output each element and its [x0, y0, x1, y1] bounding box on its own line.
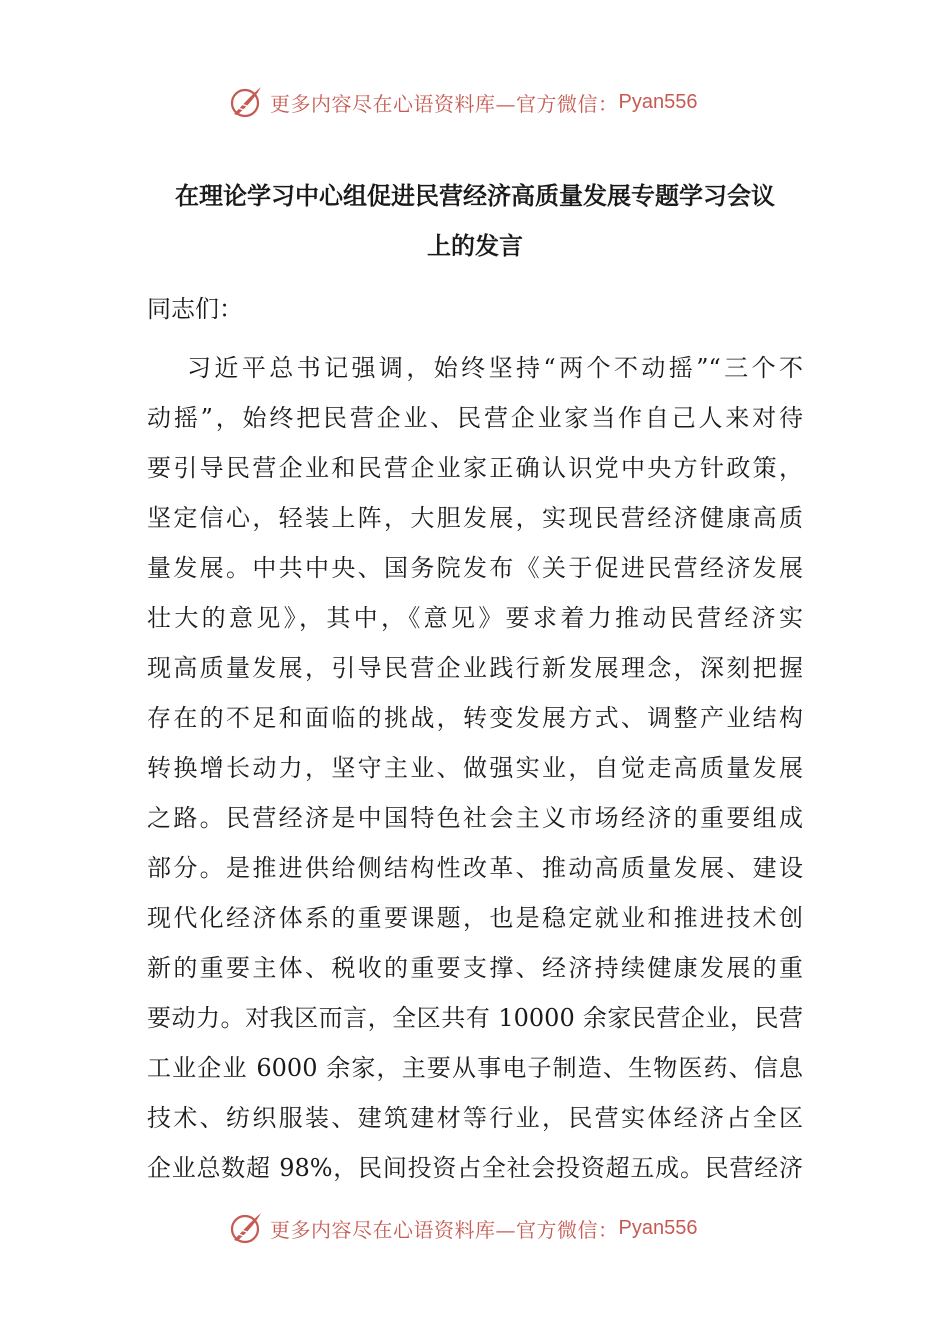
- body-line: 要动力。对我区而言，全区共有 10000 余家民营企业，民营: [147, 1004, 803, 1032]
- body-line: 坚定信心，轻装上阵，大胆发展，实现民营经济健康高质: [147, 504, 803, 532]
- body-line: 量发展。中共中央、国务院发布《关于促进民营经济发展: [147, 554, 803, 582]
- watermark-handle: Pyan556: [618, 90, 698, 113]
- body-line: 转换增长动力，坚守主业、做强实业，自觉走高质量发展: [147, 754, 803, 782]
- salutation: 同志们：: [147, 295, 243, 323]
- quill-logo-icon: [228, 1210, 264, 1246]
- body-line: 存在的不足和面临的挑战，转变发展方式、调整产业结构: [147, 704, 803, 732]
- document-title-line-1: 在理论学习中心组促进民营经济高质量发展专题学习会议: [175, 181, 775, 210]
- footer-watermark: [228, 1208, 748, 1248]
- watermark-text: 更多内容尽在心语资料库—官方微信：: [270, 91, 619, 116]
- quill-logo-icon: [228, 84, 264, 120]
- watermark-text: 更多内容尽在心语资料库—官方微信：: [270, 1217, 619, 1242]
- body-line: 动摇”，始终把民营企业、民营企业家当作自己人来对待: [147, 404, 803, 432]
- body-line: 技术、纺织服装、建筑建材等行业，民营实体经济占全区: [147, 1104, 803, 1132]
- body-line: 壮大的意见》，其中，《意见》要求着力推动民营经济实: [147, 604, 803, 632]
- body-line: 企业总数超 98%，民间投资占全社会投资超五成。民营经济: [147, 1154, 803, 1182]
- body-line: 之路。民营经济是中国特色社会主义市场经济的重要组成: [147, 804, 803, 832]
- body-line: 现高质量发展，引导民营企业践行新发展理念，深刻把握: [147, 654, 803, 682]
- body-line: 要引导民营企业和民营企业家正确认识党中央方针政策，: [147, 454, 803, 482]
- body-line: 部分。是推进供给侧结构性改革、推动高质量发展、建设: [147, 854, 803, 882]
- body-line: 习近平总书记强调，始终坚持“两个不动摇”“三个不: [187, 354, 803, 382]
- body-line: 新的重要主体、税收的重要支撑、经济持续健康发展的重: [147, 954, 803, 982]
- body-line: 现代化经济体系的重要课题，也是稳定就业和推进技术创: [147, 904, 803, 932]
- body-line: 工业企业 6000 余家，主要从事电子制造、生物医药、信息: [147, 1054, 803, 1082]
- header-watermark: [228, 82, 748, 122]
- document-title-line-2: 上的发言: [427, 231, 523, 260]
- body-paragraph: [147, 343, 803, 1193]
- watermark-handle: Pyan556: [618, 1216, 698, 1239]
